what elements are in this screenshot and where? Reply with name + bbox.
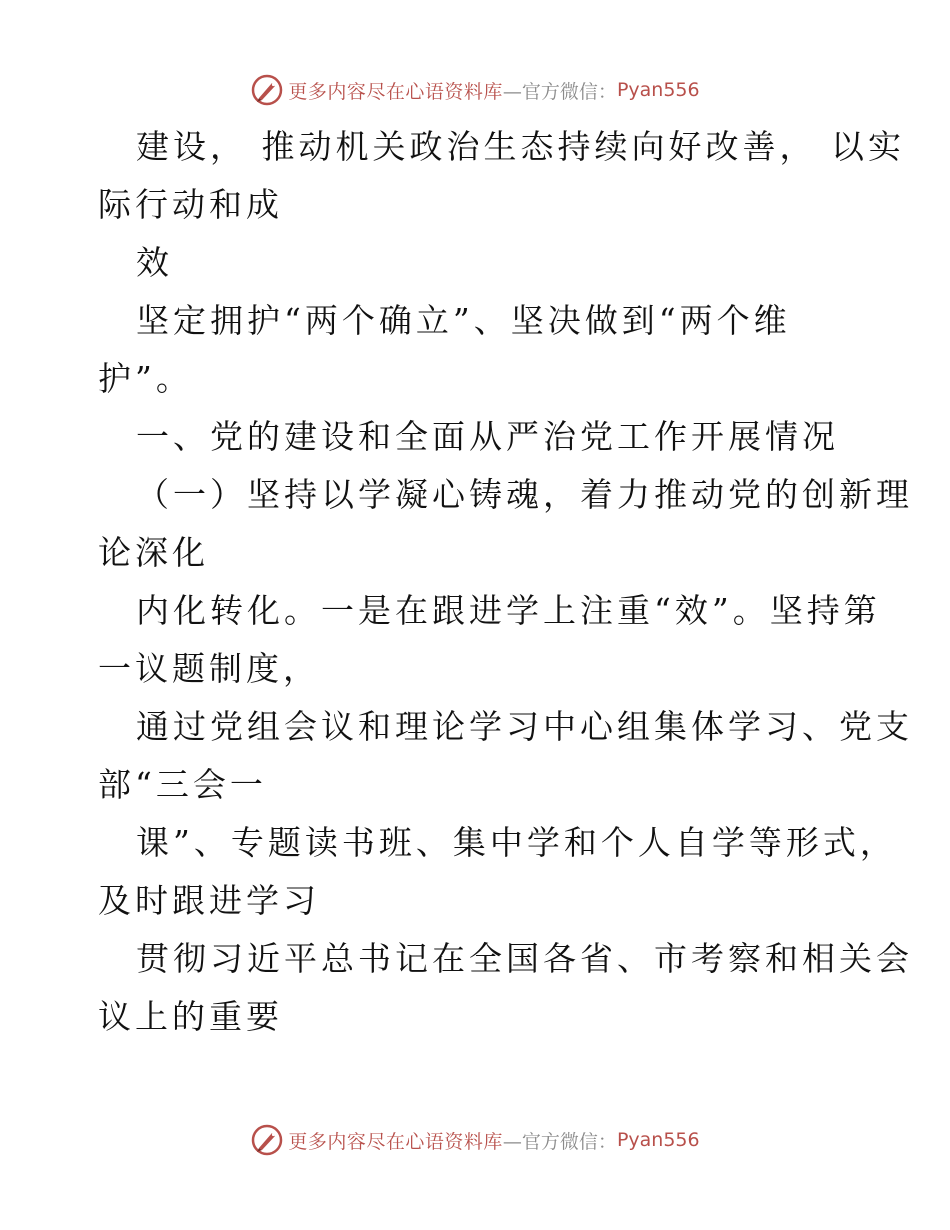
body-line: 及时跟进学习 <box>98 881 320 920</box>
body-line: 贯彻习近平总书记在全国各省、市考察和相关会 <box>136 939 913 978</box>
footer-site-text: 更多内容尽在心语资料库 <box>288 1130 503 1153</box>
pen-logo-icon <box>250 73 284 107</box>
body-line: 论深化 <box>98 533 209 572</box>
body-line: 内化转化。一是在跟进学上注重“效”。坚持第 <box>136 591 881 630</box>
body-line: 议上的重要 <box>98 997 283 1036</box>
header-banner <box>0 70 950 110</box>
body-line: 通过党组会议和理论学习中心组集体学习、党支 <box>136 707 913 746</box>
header-separator: —官方微信： <box>502 80 617 103</box>
body-line: 建设， 推动机关政治生态持续向好改善， 以实 <box>136 127 905 166</box>
body-line: 部“三会一 <box>98 765 267 804</box>
body-line: 课”、专题读书班、集中学和个人自学等形式， <box>136 823 897 862</box>
section-heading: 一、党的建设和全面从严治党工作开展情况 <box>136 417 839 456</box>
body-line: 效 <box>136 243 173 282</box>
body-line: 一议题制度， <box>98 649 320 688</box>
footer-wechat-id: Pyan556 <box>616 1129 700 1151</box>
body-line: 际行动和成 <box>98 185 283 224</box>
header-wechat-id: Pyan556 <box>616 79 700 101</box>
body-line: 护”。 <box>98 359 193 398</box>
header-site-text: 更多内容尽在心语资料库 <box>288 80 503 103</box>
body-line: 坚定拥护“两个确立”、坚决做到“两个维 <box>136 301 791 340</box>
pen-logo-icon <box>250 1123 284 1157</box>
subsection-heading: （一）坚持以学凝心铸魂，着力推动党的创新理 <box>136 475 913 514</box>
document-body <box>98 118 913 1046</box>
footer-separator: —官方微信： <box>502 1130 617 1153</box>
footer-banner <box>0 1120 950 1160</box>
